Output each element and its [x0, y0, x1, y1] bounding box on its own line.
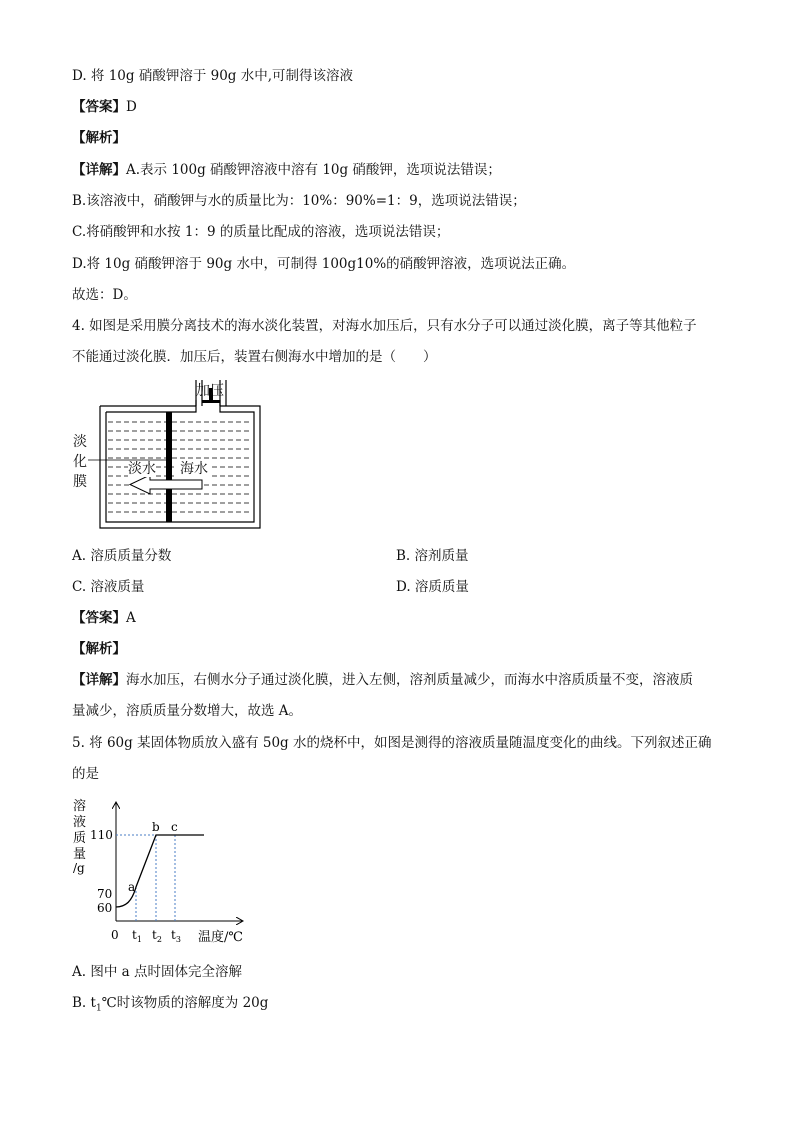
q3-answer: 【答案】D [72, 99, 137, 115]
q3-option-d: D. 将 10g 硝酸钾溶于 90g 水中,可制得该溶液 [72, 68, 354, 84]
q5-option-b: B. $t_1℃$时该物质的溶解度为 20g [72, 995, 269, 1014]
q5-stem-line1: 5. 将 60g 某固体物质放入盛有 50g 水的烧杯中，如图是测得的溶液质量随温度变化的曲线。下列叙述正确 [72, 735, 712, 751]
point-label-c: c [171, 820, 178, 834]
fresh-water-label: 淡水 [128, 461, 156, 477]
x-tick-label-t1: $t_1$ [132, 928, 142, 944]
membrane-label-2: 化 [73, 454, 87, 470]
y-axis-label-char: 量 [73, 847, 87, 862]
y-tick-label: 110 [90, 828, 113, 842]
q3-detail-d: D.将 10g 硝酸钾溶于 90g 水中，可制得 100g10%的硝酸钾溶液，选项说法正确。 [72, 256, 576, 272]
x-axis-label: 温度/℃ [198, 930, 243, 945]
q3-detail-b: B.该溶液中，硝酸钾与水的质量比为：10%：90%=1：9，选项说法错误； [72, 193, 526, 209]
desalination-figure [70, 378, 270, 534]
sea-water-label: 海水 [180, 461, 208, 477]
q4-option-d: D. 溶质质量 [396, 579, 469, 595]
q4-detail-line1: 【详解】海水加压，右侧水分子通过淡化膜，进入左侧，溶剂质量减少，而海水中溶质质量不变，溶液质 [72, 672, 693, 688]
q5-option-a: A. 图中 a 点时固体完全溶解 [72, 964, 242, 980]
q3-analysis-tag: 【解析】 [72, 130, 126, 146]
q4-detail-line2: 量减少，溶质质量分数增大，故选 A。 [72, 703, 303, 719]
y-axis-label-char: /g [73, 861, 85, 875]
q4-stem-line2: 不能通过淡化膜．加压后，装置右侧海水中增加的是（ ） [72, 349, 437, 365]
y-axis-label-char: 质 [73, 831, 87, 846]
y-tick-label: 70 [97, 887, 113, 901]
q4-option-b: B. 溶剂质量 [396, 548, 469, 564]
membrane-label-3: 膜 [73, 474, 87, 490]
q5-stem-line2: 的是 [72, 766, 99, 782]
x-tick-label-t2: $t_2$ [152, 928, 162, 944]
y-axis-label-char: 溶 [73, 799, 87, 814]
q4-analysis-tag: 【解析】 [72, 641, 126, 657]
q4-option-c: C. 溶液质量 [72, 579, 145, 595]
x-tick-label-t3: $t_3$ [171, 928, 181, 944]
y-axis-label-char: 液 [73, 815, 87, 830]
pressure-label: 加压 [196, 383, 224, 399]
point-label-b: b [152, 820, 160, 834]
q4-stem-line1: 4. 如图是采用膜分离技术的海水淡化装置，对海水加压后，只有水分子可以通过淡化膜，离子等其他粒子 [72, 318, 697, 334]
solution-mass-curve [116, 835, 204, 907]
membrane-label-1: 淡 [73, 434, 87, 450]
q4-option-a: A. 溶质质量分数 [72, 548, 172, 564]
q3-detail-c: C.将硝酸钾和水按 1：9 的质量比配成的溶液，选项说法错误； [72, 224, 450, 240]
point-label-a: a [128, 880, 136, 894]
q3-detail-a: 【详解】A.表示 100g 硝酸钾溶液中溶有 10g 硝酸钾，选项说法错误； [72, 162, 501, 178]
q4-answer: 【答案】A [72, 610, 136, 626]
q3-conclusion: 故选：D。 [72, 287, 137, 303]
solution-mass-chart [70, 797, 260, 949]
origin-label: 0 [111, 928, 119, 942]
y-tick-label: 60 [97, 901, 113, 915]
